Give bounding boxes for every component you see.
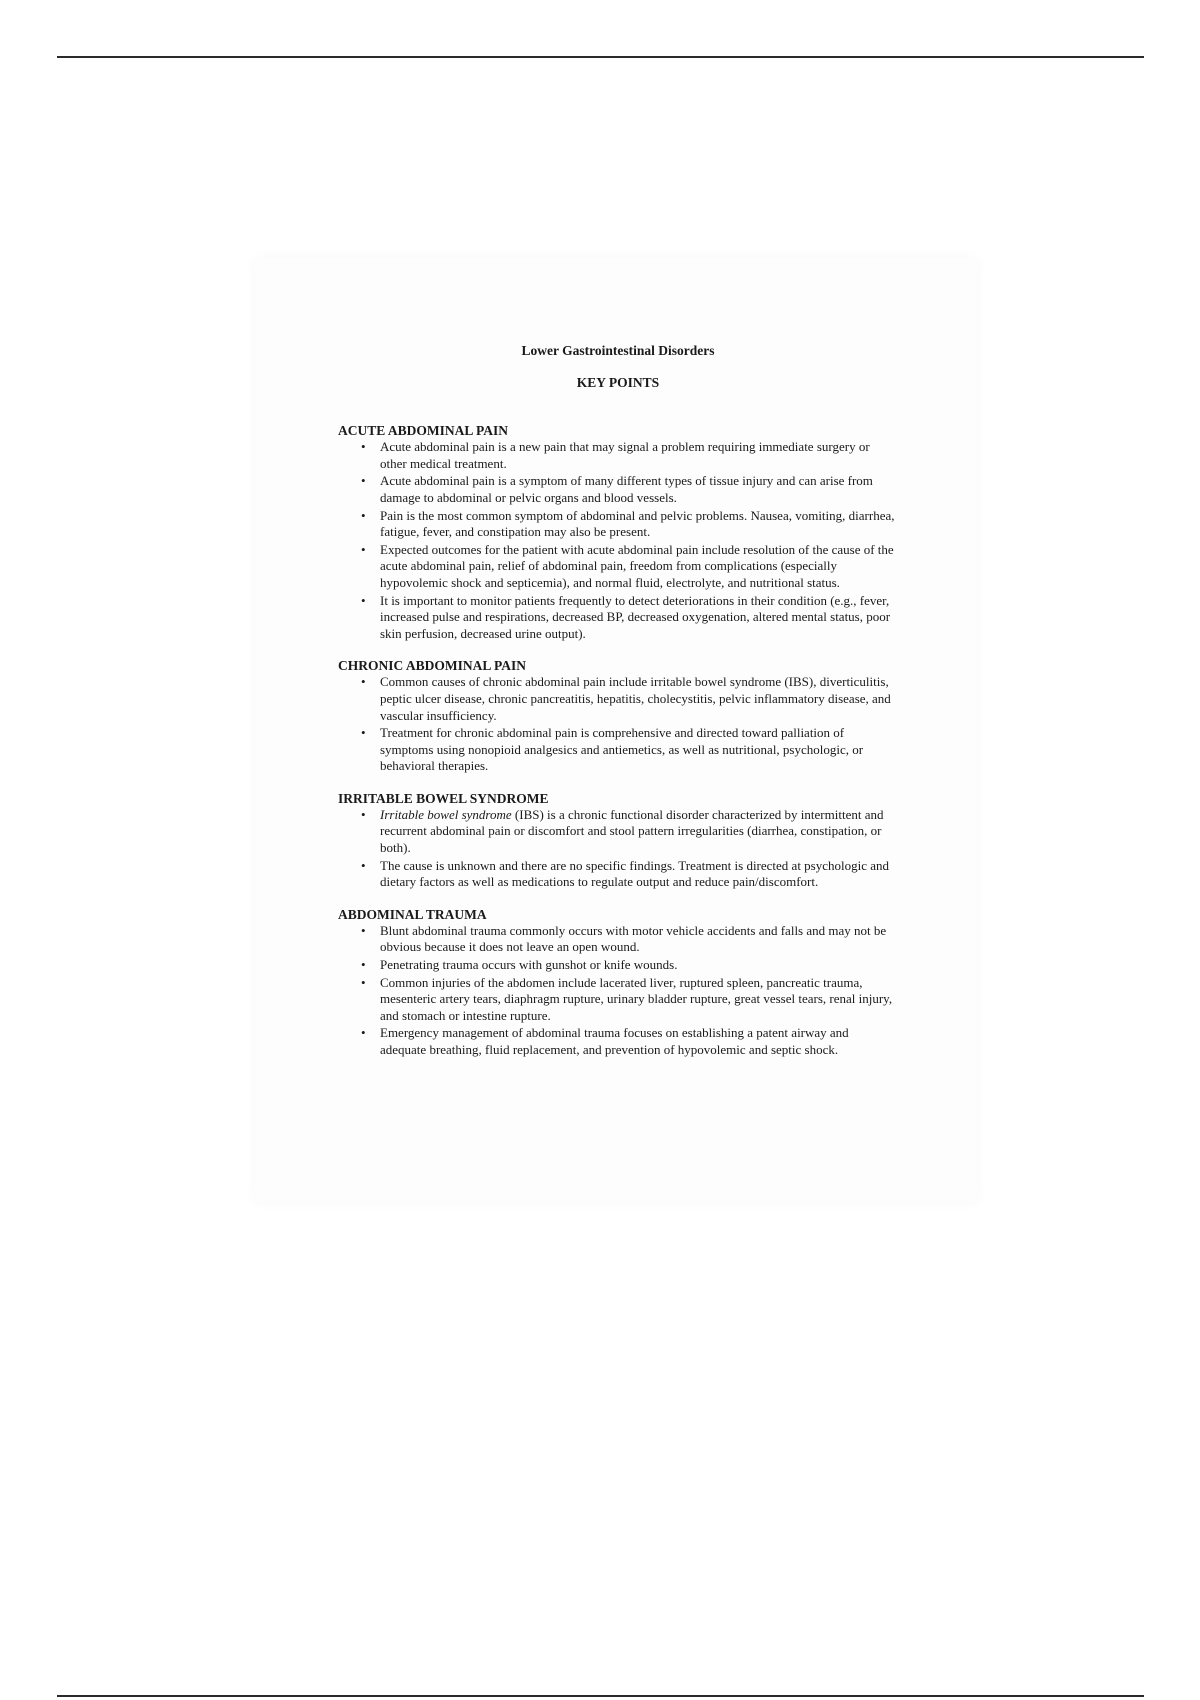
list-item: • Pain is the most common symptom of abdominal and pelvic problems. Nausea, vomiting, diarrhea, fatigue, fever, and constipation may also be present.	[380, 508, 898, 541]
list-item: • Common causes of chronic abdominal pain include irritable bowel syndrome (IBS), diverticulitis, peptic ulcer disease, chronic pancreatitis, hepatitis, cholecystitis, pelvic inflammatory disease, and vascular insufficiency.	[380, 674, 898, 724]
list-item: • It is important to monitor patients frequently to detect deteriorations in their condition (e.g., fever, increased pulse and respirations, decreased BP, decreased oxygenation, altered mental status, poor skin perfusion, decreased urine output).	[380, 593, 898, 643]
section-heading: ABDOMINAL TRAUMA	[338, 906, 487, 922]
document-content	[338, 343, 898, 1074]
bullet-list	[338, 923, 898, 1059]
section-abdominal-trauma	[338, 906, 898, 1059]
document-subtitle: KEY POINTS	[576, 374, 660, 390]
ibs-term: Irritable bowel syndrome	[380, 806, 512, 822]
document-title: Lower Gastrointestinal Disorders	[521, 343, 715, 358]
section-chronic-abdominal-pain	[338, 657, 898, 775]
ibs-definition: (IBS) is a chronic functional disorder characterized by intermittent and recurrent abdominal pain or discomfort and stool pattern irregularities (diarrhea, constipation, or both).	[380, 806, 884, 856]
bullet-list	[338, 439, 898, 642]
list-item: • The cause is unknown and there are no specific findings. Treatment is directed at psychologic and dietary factors as well as medications to regulate output and reduce pain/discomfort.	[380, 858, 898, 891]
top-divider	[57, 56, 1144, 58]
list-item: • Emergency management of abdominal trauma focuses on establishing a patent airway and adequate breathing, fluid replacement, and prevention of hypovolemic and septic shock.	[380, 1025, 898, 1058]
section-acute-abdominal-pain	[338, 422, 898, 642]
list-item: • Penetrating trauma occurs with gunshot or knife wounds.	[380, 957, 898, 974]
list-item	[380, 807, 898, 857]
bullet-list	[338, 674, 898, 775]
list-item: • Treatment for chronic abdominal pain is comprehensive and directed toward palliation of symptoms using nonopioid analgesics and antiemetics, as well as nutritional, psychologic, or behavioral therapies.	[380, 725, 898, 775]
section-irritable-bowel-syndrome	[338, 790, 898, 891]
list-item: • Acute abdominal pain is a symptom of many different types of tissue injury and can arise from damage to abdominal or pelvic organs and blood vessels.	[380, 473, 898, 506]
list-item: • Common injuries of the abdomen include lacerated liver, ruptured spleen, pancreatic trauma, mesenteric artery tears, diaphragm rupture, urinary bladder rupture, great vessel tears, renal injury, and stomach or intestine rupture.	[380, 975, 898, 1025]
list-item: • Acute abdominal pain is a new pain that may signal a problem requiring immediate surgery or other medical treatment.	[380, 439, 898, 472]
bottom-divider	[57, 1695, 1144, 1697]
list-item: • Blunt abdominal trauma commonly occurs with motor vehicle accidents and falls and may not be obvious because it does not leave an open wound.	[380, 923, 898, 956]
section-heading: IRRITABLE BOWEL SYNDROME	[338, 790, 549, 806]
section-heading: ACUTE ABDOMINAL PAIN	[338, 423, 509, 439]
section-heading: CHRONIC ABDOMINAL PAIN	[338, 658, 527, 674]
bullet-list	[338, 807, 898, 891]
list-item: • Expected outcomes for the patient with acute abdominal pain include resolution of the cause of the acute abdominal pain, relief of abdominal pain, freedom from complications (especially hypovolemic shock and septicemia), and normal fluid, electrolyte, and nutritional status.	[380, 542, 898, 592]
